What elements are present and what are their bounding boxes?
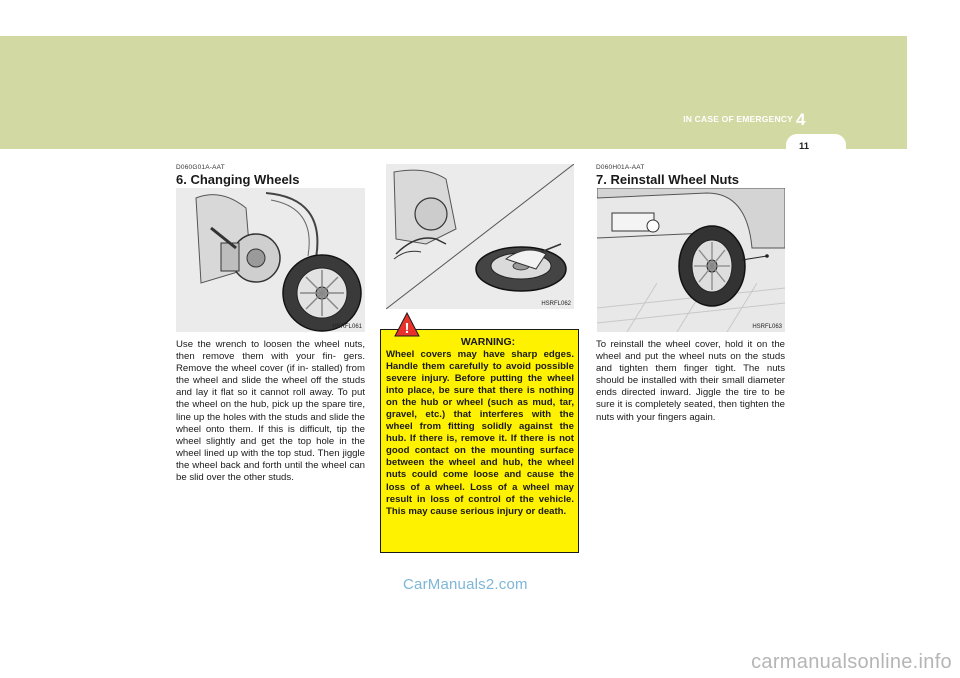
reinstall-wheel-nuts-body: To reinstall the wheel cover, hold it on the wheel and put the wheel nuts on the studs and tighten them finger tight. The nuts should be installed with their small diameter ends directed inward. Jiggle the tire to be sure it is completely seated, then tighten the nuts with your fingers again. (596, 339, 785, 423)
image-code: HSRFL063 (752, 324, 782, 330)
image-code: HSRFL061 (332, 324, 362, 330)
reinstall-wheel-illustration (597, 188, 785, 332)
warning-title: WARNING: (460, 336, 516, 348)
changing-wheels-body: Use the wrench to loosen the wheel nuts, then remove them with your fin- gers. Remove the wheel cover (if in- stalled) from the wheel and slide the wheel off the studs and lay it flat so it cannot roll away. To put the wheel on the hub, pick up the spare tire, line up the holes with the studs and slide the wheel onto them. If this is difficult, tip the wheel slightly and get the top hole in the wheel lined up with the top stud. Then jiggle the wheel back and forth until the wheel can be slid over the other studs. (176, 339, 365, 484)
car-wheel-drawing (597, 188, 785, 332)
reinstall-wheel-nuts-section (596, 164, 786, 187)
warning-text: Wheel covers may have sharp edges. Handle them carefully to avoid possible severe injury. Before putting the wheel into place, be sure that there is nothing on the hub or wheel (such as mud, tar, gravel, etc.) that interferes with the wheel from fitting solidly against the hub. If there is, remove it. If there is not good contact on the mounting surface between the wheel and hub, the wheel nuts could come loose and cause the loss of a wheel. Loss of a wheel may result in loss of control of the vehicle. This may cause serious injury or death. (386, 349, 574, 517)
warning-box (380, 329, 579, 553)
warning-triangle-icon (394, 312, 420, 338)
section-code: D060H01A-AAT (596, 164, 645, 171)
section-heading: 7. Reinstall Wheel Nuts (596, 172, 740, 187)
image-code: HSRFL062 (541, 301, 571, 307)
section-label: IN CASE OF EMERGENCY (683, 114, 793, 124)
section-code: D060G01A-AAT (176, 164, 225, 171)
wheel-hub-drawing (176, 188, 365, 332)
chapter-number: 4 (796, 110, 806, 129)
wheel-cover-illustration (386, 164, 574, 309)
changing-wheels-illustration (176, 188, 365, 332)
footer-watermark: carmanualsonline.info (751, 651, 952, 673)
page-number: 11 (798, 141, 810, 152)
section-heading: 6. Changing Wheels (176, 172, 300, 187)
watermark-link[interactable]: CarManuals2.com (403, 576, 528, 593)
wheel-cover-drawing (386, 164, 574, 309)
header-band (0, 36, 907, 149)
warning-symbol: ! (404, 320, 410, 337)
changing-wheels-section (176, 164, 366, 187)
